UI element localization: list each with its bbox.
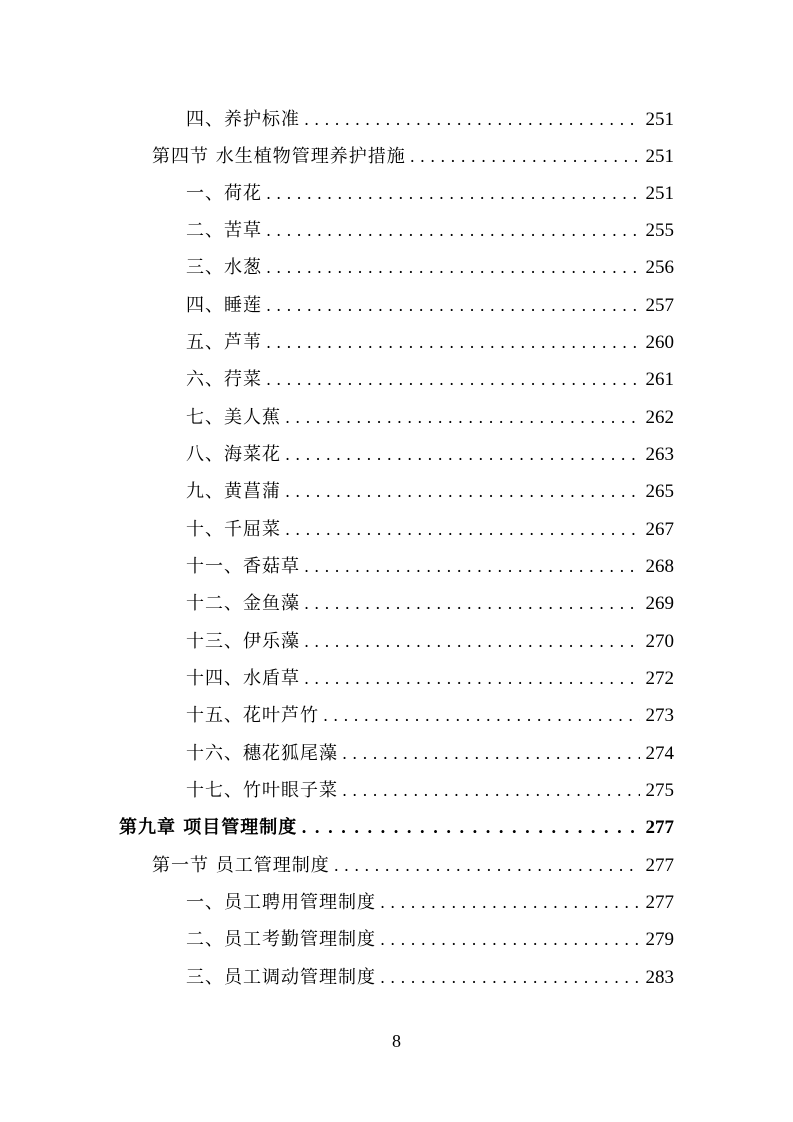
- toc-entry[interactable]: [186, 324, 674, 361]
- toc-entry-page: 269: [645, 593, 674, 614]
- toc-entry[interactable]: [186, 436, 674, 473]
- toc-entry-label: 第九章 项目管理制度: [119, 817, 298, 838]
- toc-entry-section[interactable]: [152, 847, 674, 884]
- toc-entry[interactable]: [186, 697, 674, 734]
- toc-entry-label: 八、海菜花: [186, 444, 281, 465]
- toc-entry-label: 二、员工考勤管理制度: [186, 929, 376, 950]
- toc-entry-page: 263: [645, 444, 674, 465]
- toc-entry-page: 279: [645, 929, 674, 950]
- toc-entry-label: 六、荇菜: [186, 369, 262, 390]
- toc-entry-page: 277: [645, 892, 674, 913]
- toc-entry[interactable]: [186, 101, 674, 138]
- toc-entry[interactable]: [186, 249, 674, 286]
- toc-entry[interactable]: [186, 361, 674, 398]
- toc-entry[interactable]: [186, 660, 674, 697]
- toc-entry-label: 四、睡莲: [186, 295, 262, 316]
- dot-leader: [304, 585, 640, 622]
- toc-entry-page: 270: [645, 631, 674, 652]
- toc-entry-page: 265: [645, 481, 674, 502]
- toc-entry-label: 三、员工调动管理制度: [186, 967, 376, 988]
- toc-entry[interactable]: [186, 585, 674, 622]
- toc-entry[interactable]: [186, 884, 674, 921]
- dot-leader: [304, 623, 640, 660]
- dot-leader: [301, 809, 639, 846]
- page-number: 8: [392, 1031, 401, 1051]
- toc-entry-label: 十一、香菇草: [186, 556, 300, 577]
- toc-entry[interactable]: [186, 399, 674, 436]
- toc-entry-label: 二、苦草: [186, 220, 262, 241]
- toc-entry-label: 第四节 水生植物管理养护措施: [152, 146, 406, 167]
- dot-leader: [380, 921, 640, 958]
- toc-entry-label: 九、黄菖蒲: [186, 481, 281, 502]
- dot-leader: [304, 548, 640, 585]
- toc-entry-chapter[interactable]: [119, 809, 674, 846]
- toc-entry-page: 268: [645, 556, 674, 577]
- toc-entry-page: 277: [645, 817, 674, 838]
- toc-entry-label: 十五、花叶芦竹: [186, 705, 319, 726]
- dot-leader: [266, 175, 640, 212]
- toc-entry[interactable]: [186, 735, 674, 772]
- toc-entry-page: 274: [645, 743, 674, 764]
- dot-leader: [285, 473, 640, 510]
- dot-leader: [266, 212, 640, 249]
- toc-entry[interactable]: [186, 511, 674, 548]
- toc-entry-label: 十二、金鱼藻: [186, 593, 300, 614]
- toc-entry-page: 255: [645, 220, 674, 241]
- toc-entry[interactable]: [186, 959, 674, 996]
- toc-entry-page: 273: [645, 705, 674, 726]
- dot-leader: [323, 697, 640, 734]
- toc-entry-label: 一、员工聘用管理制度: [186, 892, 376, 913]
- toc-entry-page: 261: [645, 369, 674, 390]
- toc-entry[interactable]: [186, 212, 674, 249]
- dot-leader: [342, 772, 640, 809]
- toc-entry[interactable]: [186, 772, 674, 809]
- dot-leader: [266, 287, 640, 324]
- toc-entry-label: 四、养护标准: [186, 109, 300, 130]
- dot-leader: [285, 511, 640, 548]
- dot-leader: [266, 249, 640, 286]
- dot-leader: [342, 735, 640, 772]
- toc-entry-label: 一、荷花: [186, 183, 262, 204]
- toc-entry[interactable]: [186, 921, 674, 958]
- dot-leader: [334, 847, 640, 884]
- toc-entry-label: 第一节 员工管理制度: [152, 855, 330, 876]
- dot-leader: [285, 399, 640, 436]
- toc-entry-label: 十六、穗花狐尾藻: [186, 743, 338, 764]
- toc-entry-page: 277: [645, 855, 674, 876]
- dot-leader: [285, 436, 640, 473]
- toc-entry[interactable]: [186, 623, 674, 660]
- toc-entry-label: 十七、竹叶眼子菜: [186, 780, 338, 801]
- dot-leader: [304, 101, 640, 138]
- toc-entry-page: 251: [645, 146, 674, 167]
- toc-entry-page: 262: [645, 407, 674, 428]
- dot-leader: [266, 324, 640, 361]
- toc-entry-label: 五、芦苇: [186, 332, 262, 353]
- toc-entry-label: 三、水葱: [186, 257, 262, 278]
- toc-entry[interactable]: [186, 175, 674, 212]
- toc-entry-page: 283: [645, 967, 674, 988]
- toc-entry[interactable]: [186, 287, 674, 324]
- toc-entry-page: 256: [645, 257, 674, 278]
- toc-entry-label: 十三、伊乐藻: [186, 631, 300, 652]
- toc-entry[interactable]: [186, 473, 674, 510]
- toc-entry-label: 十、千屈菜: [186, 519, 281, 540]
- dot-leader: [304, 660, 640, 697]
- toc-entry-label: 十四、水盾草: [186, 668, 300, 689]
- toc-entry-page: 257: [645, 295, 674, 316]
- toc-entry-section[interactable]: [152, 138, 674, 175]
- toc-entry-page: 260: [645, 332, 674, 353]
- toc-entry-page: 275: [645, 780, 674, 801]
- dot-leader: [380, 884, 640, 921]
- toc-entry-page: 251: [645, 183, 674, 204]
- toc-entry-page: 267: [645, 519, 674, 540]
- dot-leader: [410, 138, 640, 175]
- dot-leader: [380, 959, 640, 996]
- toc-entry-page: 251: [645, 109, 674, 130]
- dot-leader: [266, 361, 640, 398]
- toc-entry-page: 272: [645, 668, 674, 689]
- toc-entry-label: 七、美人蕉: [186, 407, 281, 428]
- toc-entry[interactable]: [186, 548, 674, 585]
